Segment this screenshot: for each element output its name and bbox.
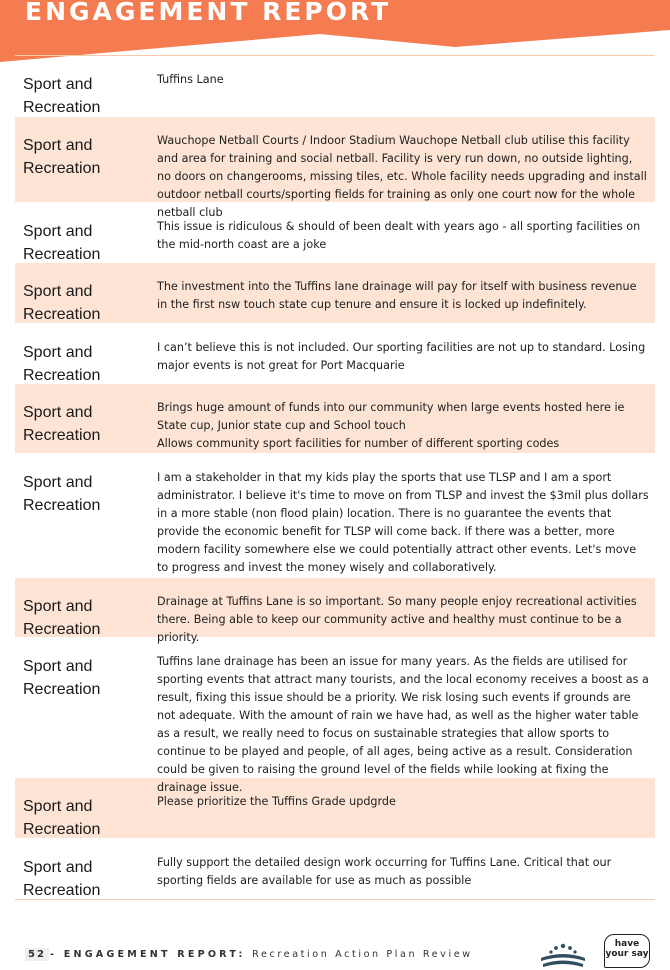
row-category: Sport and Recreation bbox=[23, 223, 101, 263]
table-row bbox=[15, 778, 655, 839]
footer-report-title: - ENGAGEMENT REPORT: bbox=[50, 949, 246, 960]
row-category: Sport and Recreation bbox=[23, 474, 101, 514]
row-category: Sport and Recreation bbox=[23, 859, 101, 899]
row-category: Sport and Recreation bbox=[23, 404, 101, 444]
page-header bbox=[0, 0, 670, 62]
row-comment: Drainage at Tuffins Lane is so important. So many people enjoy recreational activities there. Being able to keep our community active and healthy must continue to be a priority. bbox=[157, 595, 637, 644]
row-comment: Tuffins lane drainage has been an issue for many years. As the fields are utilised for sporting events that attract many tourists, and the local economy receives a boost as a result, fixing this issue should be a priority. We risk losing such events if grounds are not adequate. With the amount of rain we have had, as well as the higher water table as a result, we really need to focus on sustainable strategies that allow sports to continue to be played and people, of all ages, being active as a result. Consideration could be given to raising the ground level of the fields while looking at fixing the drainage issue. bbox=[157, 655, 649, 794]
row-comment: Brings huge amount of funds into our community when large events hosted here ie State cup, Junior state cup and School touch Allows community sport facilities for number of different sporting codes bbox=[157, 401, 625, 450]
table-row bbox=[15, 578, 655, 644]
row-category: Sport and Recreation bbox=[23, 344, 101, 384]
table-row bbox=[15, 454, 655, 578]
row-comment: I can’t believe this is not included. Our sporting facilities are not up to standard. Losing major events is not great for Port Macquarie bbox=[157, 341, 646, 372]
footer-report-label bbox=[50, 949, 473, 960]
page-footer bbox=[0, 940, 670, 970]
row-category: Sport and Recreation bbox=[23, 598, 101, 638]
row-category: Sport and Recreation bbox=[23, 137, 101, 177]
have-your-say-badge-icon bbox=[604, 934, 650, 968]
row-comment: I am a stakeholder in that my kids play the sports that use TLSP and I am a sport administrator. I believe it's time to move on from TLSP and invest the $3mil plus dollars in a more stable (non flood plain) location. There is no guarantee the events that provide the economic benefit for TLSP will come back. If there was a better, more modern facility somewhere else we could potentially attract other events. Let's move to progress and invest the money wisely and collaboratively. bbox=[157, 471, 649, 574]
table-row bbox=[15, 324, 655, 384]
row-category: Sport and Recreation bbox=[23, 283, 101, 323]
header-title: ENGAGEMENT REPORT bbox=[25, 0, 392, 26]
badge-line-have: have bbox=[614, 939, 640, 949]
row-category: Sport and Recreation bbox=[23, 658, 101, 698]
page-number: 52 bbox=[25, 948, 49, 961]
row-comment: The investment into the Tuffins lane drainage will pay for itself with business revenue in the first nsw touch state cup tenure and ensure it is locked up indefinitely. bbox=[157, 280, 637, 311]
row-comment: Wauchope Netball Courts / Indoor Stadium Wauchope Netball club utilise this facility and area for training and social netball. Facility is very run down, no outside lighting, no doors on changerooms, missing tiles, etc. Whole facility needs upgrading and install outdoor netball courts/sporting fields for training as only one court now for the whole netball club bbox=[157, 134, 647, 219]
table-row bbox=[15, 56, 655, 117]
comments-table bbox=[15, 55, 655, 899]
row-comment: This issue is ridiculous & should of been dealt with years ago - all sporting facilities on the mid-north coast are a joke bbox=[157, 220, 641, 251]
table-row bbox=[15, 384, 655, 454]
row-comment: Tuffins Lane bbox=[157, 73, 224, 86]
badge-line-your-say: your say bbox=[605, 949, 649, 959]
table-row bbox=[15, 839, 655, 899]
table-row bbox=[15, 203, 655, 263]
row-category: Sport and Recreation bbox=[23, 798, 101, 838]
table-row bbox=[15, 117, 655, 219]
row-comment: Fully support the detailed design work occurring for Tuffins Lane. Critical that our sporting fields are available for use as much as possible bbox=[157, 856, 612, 887]
row-category: Sport and Recreation bbox=[23, 76, 101, 116]
footer-report-subtitle: Recreation Action Plan Review bbox=[252, 949, 473, 960]
table-row bbox=[15, 638, 655, 794]
row-comment: Please prioritize the Tuffins Grade updgrde bbox=[157, 795, 396, 808]
port-macquarie-logo-icon bbox=[533, 940, 593, 970]
table-row bbox=[15, 263, 655, 324]
table-bottom-rule bbox=[15, 899, 655, 900]
